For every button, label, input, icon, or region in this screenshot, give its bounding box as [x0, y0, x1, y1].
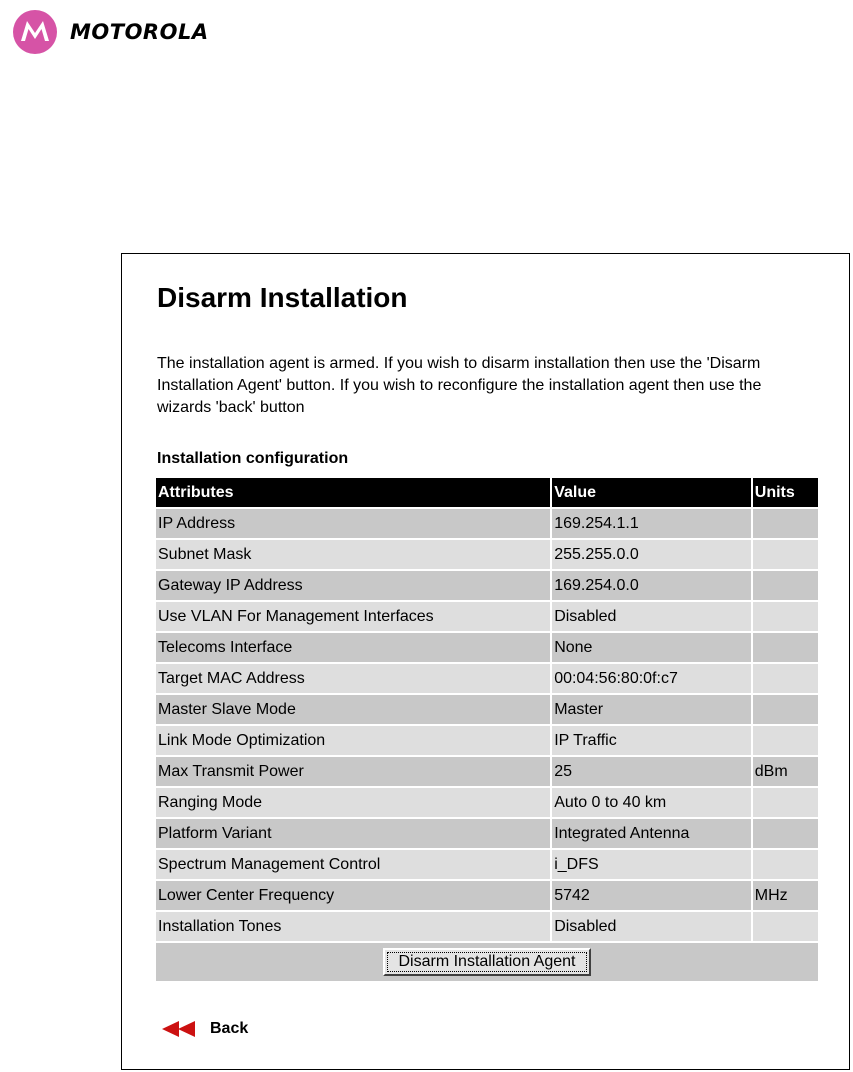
header-value: Value — [552, 478, 751, 507]
value-cell: i_DFS — [552, 850, 751, 879]
units-cell — [753, 664, 818, 693]
back-label: Back — [210, 1020, 249, 1037]
units-cell — [753, 509, 818, 538]
units-cell — [753, 819, 818, 848]
attribute-cell: Ranging Mode — [156, 788, 550, 817]
table-row — [156, 912, 818, 941]
table-row — [156, 695, 818, 724]
page-title: Disarm Installation — [157, 282, 408, 313]
back-link[interactable] — [162, 1020, 248, 1038]
intro-text: The installation agent is armed. If you wish to disarm installation then use the 'Disarm Installation Agent' button. If you wish to reconfigure the installation agent then use the wizards 'back' button — [157, 355, 762, 416]
brand-header — [12, 9, 209, 55]
action-cell — [156, 943, 818, 981]
table-header-row — [156, 478, 818, 507]
attribute-cell: Gateway IP Address — [156, 571, 550, 600]
attribute-cell: Link Mode Optimization — [156, 726, 550, 755]
units-cell: MHz — [753, 881, 818, 910]
attribute-cell: Spectrum Management Control — [156, 850, 550, 879]
units-cell — [753, 788, 818, 817]
table-row — [156, 788, 818, 817]
table-row — [156, 571, 818, 600]
value-cell: Master — [552, 695, 751, 724]
value-cell: Integrated Antenna — [552, 819, 751, 848]
units-cell — [753, 540, 818, 569]
units-cell — [753, 633, 818, 662]
value-cell: None — [552, 633, 751, 662]
installation-config-table — [154, 476, 820, 983]
attribute-cell: Platform Variant — [156, 819, 550, 848]
units-cell — [753, 912, 818, 941]
table-row — [156, 881, 818, 910]
units-cell — [753, 726, 818, 755]
attribute-cell: Use VLAN For Management Interfaces — [156, 602, 550, 631]
action-row — [156, 943, 818, 981]
units-cell: dBm — [753, 757, 818, 786]
value-cell: 169.254.1.1 — [552, 509, 751, 538]
units-cell — [753, 571, 818, 600]
value-cell: 25 — [552, 757, 751, 786]
table-row — [156, 664, 818, 693]
units-cell — [753, 602, 818, 631]
header-units: Units — [753, 478, 818, 507]
attribute-cell: Installation Tones — [156, 912, 550, 941]
table-row — [156, 850, 818, 879]
table-row — [156, 819, 818, 848]
table-row — [156, 509, 818, 538]
attribute-cell: IP Address — [156, 509, 550, 538]
attribute-cell: Subnet Mask — [156, 540, 550, 569]
value-cell: 5742 — [552, 881, 751, 910]
units-cell — [753, 695, 818, 724]
motorola-logo-icon — [12, 9, 58, 55]
brand-name: MOTOROLA — [70, 20, 209, 44]
value-cell: Disabled — [552, 912, 751, 941]
value-cell: Disabled — [552, 602, 751, 631]
attribute-cell: Max Transmit Power — [156, 757, 550, 786]
attribute-cell: Target MAC Address — [156, 664, 550, 693]
section-title: Installation configuration — [157, 450, 349, 467]
table-row — [156, 540, 818, 569]
header-attributes: Attributes — [156, 478, 550, 507]
value-cell: Auto 0 to 40 km — [552, 788, 751, 817]
value-cell: 00:04:56:80:0f:c7 — [552, 664, 751, 693]
disarm-installation-agent-button[interactable]: Disarm Installation Agent — [383, 948, 592, 976]
content-frame — [121, 253, 850, 1070]
value-cell: 255.255.0.0 — [552, 540, 751, 569]
value-cell: 169.254.0.0 — [552, 571, 751, 600]
table-row — [156, 757, 818, 786]
table-row — [156, 602, 818, 631]
value-cell: IP Traffic — [552, 726, 751, 755]
attribute-cell: Telecoms Interface — [156, 633, 550, 662]
units-cell — [753, 850, 818, 879]
attribute-cell: Master Slave Mode — [156, 695, 550, 724]
back-arrow-icon — [162, 1021, 200, 1037]
table-row — [156, 726, 818, 755]
table-row — [156, 633, 818, 662]
attribute-cell: Lower Center Frequency — [156, 881, 550, 910]
